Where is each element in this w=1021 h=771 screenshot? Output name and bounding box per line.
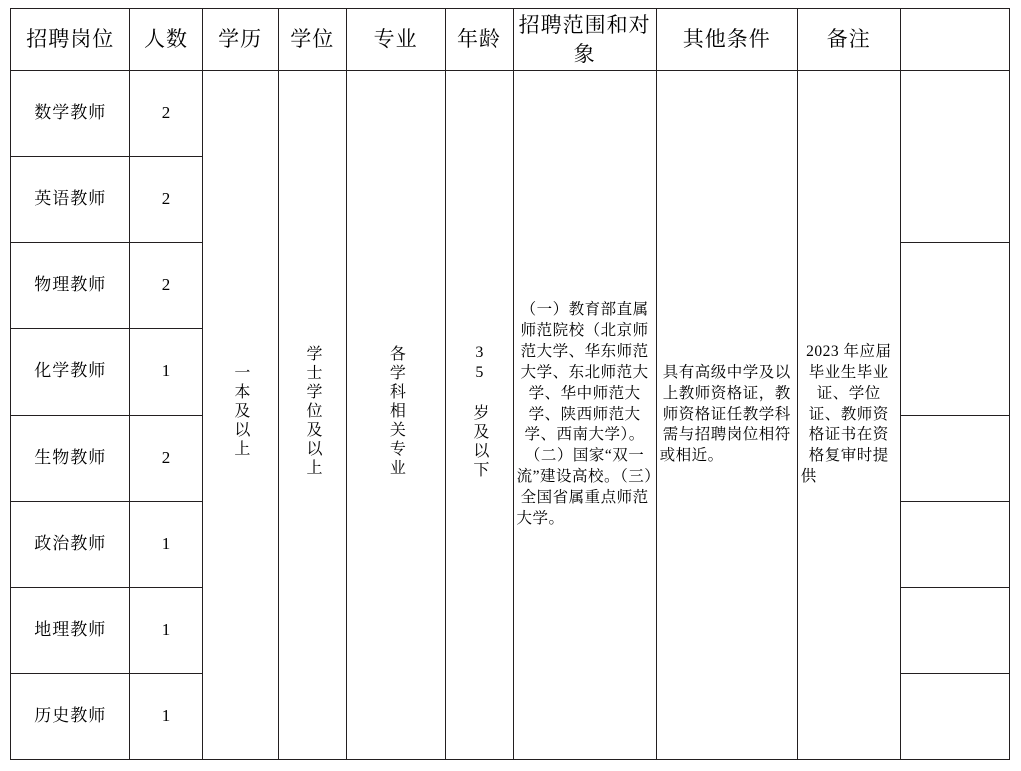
cell-count: 1 <box>130 587 202 673</box>
recruitment-table <box>10 8 1010 760</box>
cell-scope <box>513 71 656 760</box>
cell-other-conditions <box>656 71 797 760</box>
cell-education <box>202 71 278 760</box>
table-header <box>11 9 1010 71</box>
other-conditions-text: 具有高级中学及以上教师资格证，教师资格证任教学科需与招聘岗位相符或相近。 <box>659 363 791 465</box>
cell-job: 物理教师 <box>11 243 130 329</box>
table-row <box>11 71 1010 157</box>
major-text: 各学科相关专业 <box>387 345 405 479</box>
degree-text: 学士学位及以上 <box>304 345 322 479</box>
cell-count: 2 <box>130 157 202 243</box>
header-row <box>11 9 1010 71</box>
age-text: 35 岁及以下 <box>470 343 488 480</box>
header-degree: 学位 <box>278 9 346 71</box>
cell-extra-1 <box>900 71 1009 243</box>
cell-count: 2 <box>130 243 202 329</box>
education-text: 一本及以上 <box>231 364 249 460</box>
cell-job: 数学教师 <box>11 71 130 157</box>
cell-extra-6 <box>900 673 1009 759</box>
table-body <box>11 71 1010 760</box>
cell-major <box>346 71 445 760</box>
cell-remark <box>797 71 900 760</box>
cell-job: 生物教师 <box>11 415 130 501</box>
header-scope: 招聘范围和对象 <box>513 9 656 71</box>
scope-text: （一）教育部直属师范院校（北京师范大学、华东师范大学、东北师范大学、华中师范大学、陕西师范大学、西南大学）。（二）国家“双一流”建设高校。（三）全国省属重点师范大学。 <box>516 300 653 528</box>
header-remark: 备注 <box>797 9 900 71</box>
cell-job: 地理教师 <box>11 587 130 673</box>
cell-job: 历史教师 <box>11 673 130 759</box>
remark-text: 2023 年应届毕业生毕业证、学位证、教师资格证书在资格复审时提供 <box>800 342 892 486</box>
cell-extra-2 <box>900 243 1009 415</box>
header-education: 学历 <box>202 9 278 71</box>
header-age: 年龄 <box>445 9 513 71</box>
header-other-conditions: 其他条件 <box>656 9 797 71</box>
cell-job: 政治教师 <box>11 501 130 587</box>
cell-degree <box>278 71 346 760</box>
header-job: 招聘岗位 <box>11 9 130 71</box>
cell-extra-4 <box>900 501 1009 587</box>
cell-count: 1 <box>130 329 202 415</box>
cell-count: 2 <box>130 71 202 157</box>
cell-age <box>445 71 513 760</box>
header-major: 专业 <box>346 9 445 71</box>
header-extra <box>900 9 1009 71</box>
cell-count: 2 <box>130 415 202 501</box>
cell-extra-3 <box>900 415 1009 501</box>
header-count: 人数 <box>130 9 202 71</box>
cell-extra-5 <box>900 587 1009 673</box>
cell-count: 1 <box>130 501 202 587</box>
cell-job: 英语教师 <box>11 157 130 243</box>
cell-job: 化学教师 <box>11 329 130 415</box>
cell-count: 1 <box>130 673 202 759</box>
